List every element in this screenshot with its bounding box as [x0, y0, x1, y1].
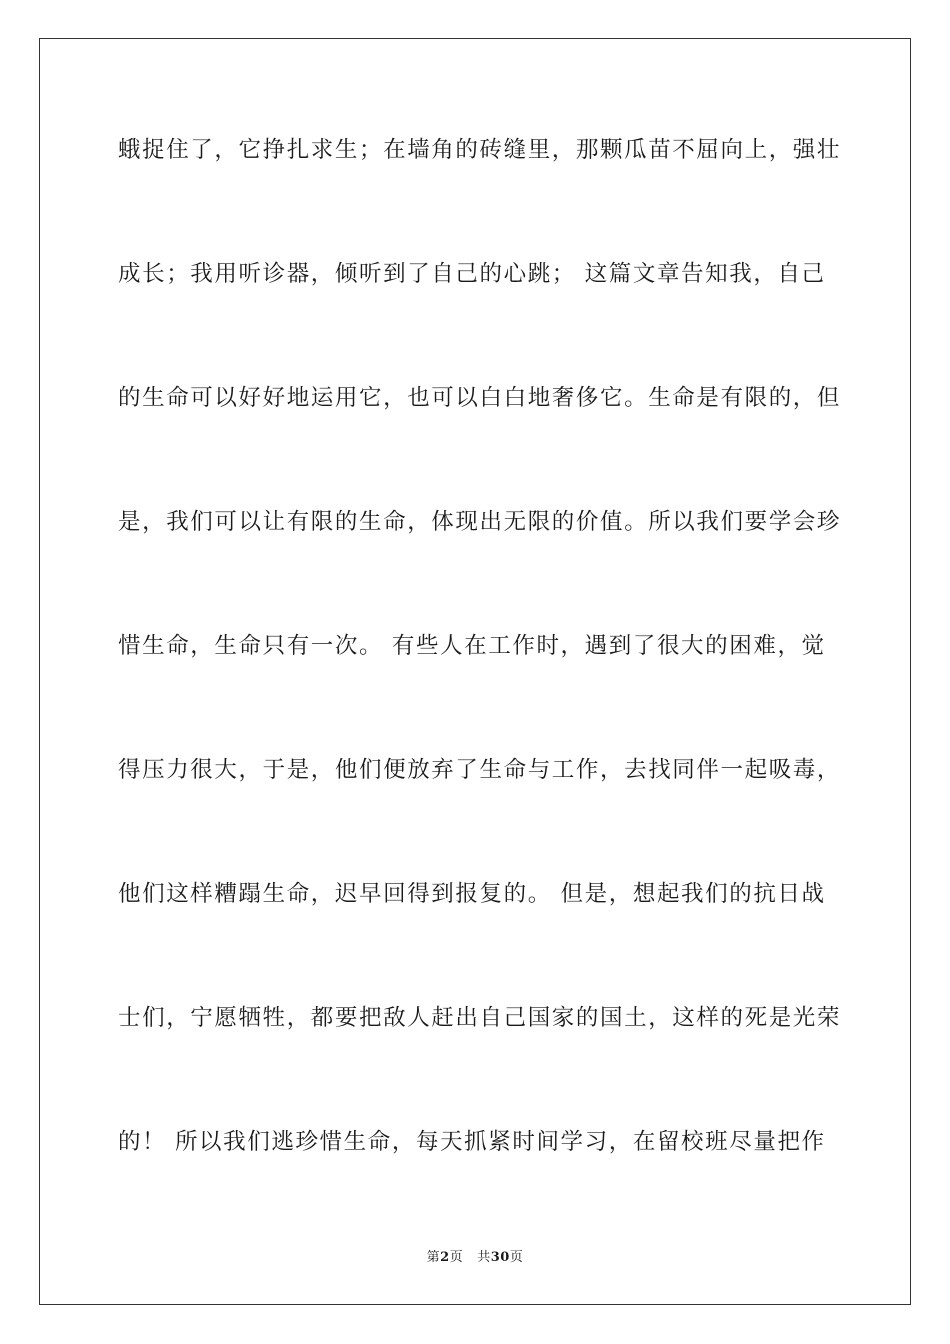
text-line: 蛾捉住了，它挣扎求生；在墙角的砖缝里，那颗瓜苗不屈向上，强壮 [118, 137, 842, 163]
total-suffix: 页 [509, 1250, 524, 1265]
page-footer [0, 1246, 950, 1265]
text-line: 惜生命，生命只有一次。 有些人在工作时，遇到了很大的困难，觉 [118, 633, 826, 659]
document-body [118, 124, 842, 1240]
text-line: 是，我们可以让有限的生命，体现出无限的价值。所以我们要学会珍 [118, 509, 842, 535]
page-suffix: 页 [449, 1250, 464, 1265]
total-prefix: 共 [477, 1250, 491, 1265]
text-line: 得压力很大，于是，他们便放弃了生命与工作，去找同伴一起吸毒， [118, 757, 842, 783]
page-prefix: 第 [426, 1250, 441, 1265]
text-line: 成长；我用听诊器，倾听到了自己的心跳； 这篇文章告知我，自己 [118, 261, 826, 287]
page-number: 2 [440, 1250, 450, 1265]
text-line: 他们这样糟蹋生命，迟早回得到报复的。 但是，想起我们的抗日战 [118, 881, 826, 907]
text-line: 士们，宁愿牺牲，都要把敌人赶出自己国家的国土，这样的死是光荣 [118, 1005, 842, 1031]
text-line: 的生命可以好好地运用它，也可以白白地奢侈它。生命是有限的，但 [118, 385, 842, 411]
text-line: 的！ 所以我们逃珍惜生命，每天抓紧时间学习，在留校班尽量把作 [118, 1129, 826, 1155]
total-pages: 30 [490, 1250, 510, 1265]
